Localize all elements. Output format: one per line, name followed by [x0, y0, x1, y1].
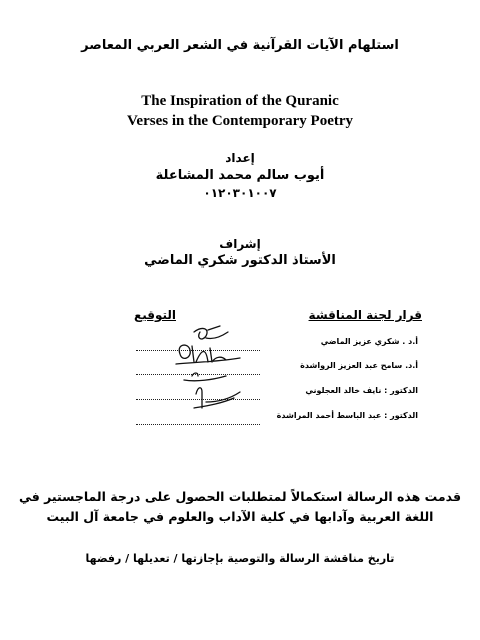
signature-3 — [184, 373, 226, 381]
english-title-line-2: Verses in the Contemporary Poetry — [126, 113, 354, 129]
student-number: ٠١٢٠٣٠١٠٠٧ — [203, 186, 277, 200]
signature-header: التوقيع — [134, 308, 176, 322]
committee-member: الدكتور : نايف خالد العجلوني — [305, 386, 418, 395]
arabic-title: استلهام الآيات القرآنية في الشعر العربي المعاصر — [81, 38, 399, 53]
committee-member: أ.د . شكري عزيز الماضي — [320, 337, 418, 346]
committee-header: قرار لجنة المناقشة — [308, 308, 422, 322]
submission-statement-line-2: اللغة العربية وآدابها في كلية الآداب والعلوم في جامعة آل البيت — [46, 509, 434, 524]
prepared-by-label: إعداد — [225, 151, 255, 165]
author-name: أيوب سالم محمد المشاعلة — [155, 168, 325, 183]
english-title-line-1: The Inspiration of the Quranic — [141, 93, 339, 109]
signature-1 — [194, 326, 228, 339]
signature-4 — [194, 388, 240, 408]
defense-date-line: تاريخ مناقشة الرسالة والتوصية بإجازتها / تعديلها / رفضها — [85, 552, 395, 565]
submission-statement-line-1: قدمت هذه الرسالة استكمالاً لمتطلبات الحصول على درجة الماجستير في — [18, 489, 462, 504]
supervision-label: إشراف — [219, 237, 261, 251]
committee-member: الدكتور : عبد الباسط أحمد المراشدة — [276, 411, 418, 420]
handwritten-signatures — [136, 318, 266, 428]
signature-2 — [176, 345, 240, 364]
committee-member: أ.د. سامح عبد العزيز الرواشدة — [300, 361, 418, 370]
supervisor-name: الأستاذ الدكتور شكري الماضي — [144, 253, 336, 268]
